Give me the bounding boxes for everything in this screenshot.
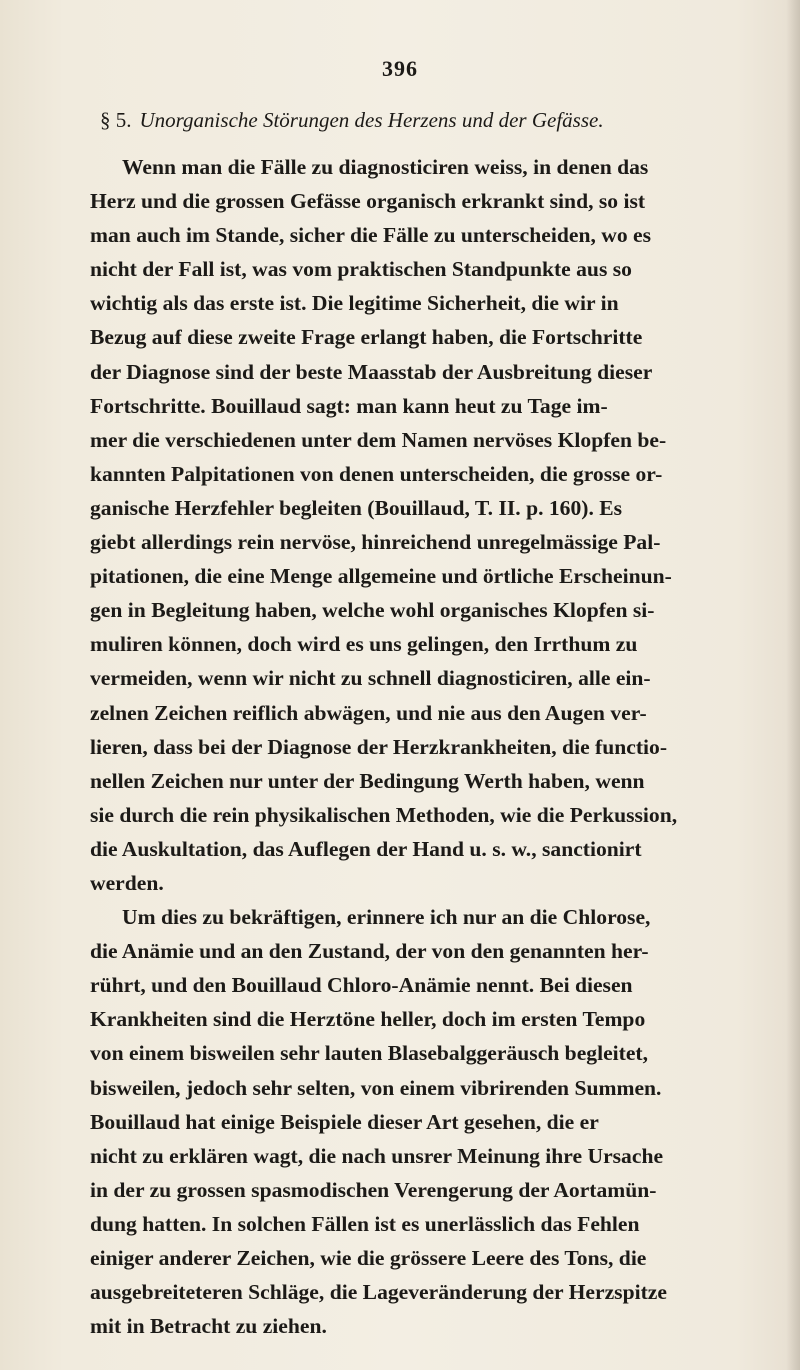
text-line: Herz und die grossen Gefässe organisch erkrankt sind, so ist [90,189,646,214]
text-line: pitationen, die eine Menge allgemeine und örtliche Erscheinun- [90,564,672,589]
text-line: Bezug auf diese zweite Frage erlangt haben, die Fortschritte [90,325,643,350]
text-line: vermeiden, wenn wir nicht zu schnell diagnosticiren, alle ein- [90,666,651,691]
text-line: kannten Palpitationen von denen unterscheiden, die grosse or- [90,461,663,486]
text-line: wichtig als das erste ist. Die legitime Sicherheit, die wir in [90,291,619,316]
text-line: der Diagnose sind der beste Maasstab der Ausbreitung dieser [90,359,653,384]
text-line: die Auskultation, das Auflegen der Hand u. s. w., sanctionirt [90,836,642,861]
text-line: nicht zu erklären wagt, die nach unsrer Meinung ihre Ursache [90,1143,664,1168]
text-line: von einem bisweilen sehr lauten Blasebalggeräusch begleitet, [90,1041,649,1066]
text-line: ganische Herzfehler begleiten (Bouillaud, T. II. p. 160). Es [90,495,623,520]
text-line: sie durch die rein physikalischen Methoden, wie die Perkussion, [90,802,678,827]
text-line: Wenn man die Fälle zu diagnosticiren weiss, in denen das [122,155,649,179]
text-line: ausgebreiteteren Schläge, die Lageveränderung der Herzspitze [90,1280,667,1305]
section-title: Unorganische Störungen des Herzens und der Gefässe. [139,108,604,132]
text-line: Fortschritte. Bouillaud sagt: man kann heut zu Tage im- [90,393,608,418]
section-number: § 5. [100,108,132,132]
text-line: lieren, dass bei der Diagnose der Herzkrankheiten, die functio- [90,734,668,759]
section-heading [100,108,790,133]
text-line: mer die verschiedenen unter dem Namen nervöses Klopfen be- [90,427,667,452]
text-line: Krankheiten sind die Herztöne heller, doch im ersten Tempo [90,1007,646,1032]
text-line: einiger anderer Zeichen, wie die grössere Leere des Tons, die [90,1246,647,1270]
text-line: Um dies zu bekräftigen, erinnere ich nur an die Chlorose, [122,905,651,930]
text-line: Bouillaud hat einige Beispiele dieser Art gesehen, die er [90,1109,599,1134]
text-line: werden. [90,870,164,895]
text-line: bisweilen, jedoch sehr selten, von einem vibrirenden Summen. [90,1075,662,1100]
body-text [90,150,800,1343]
text-line: zelnen Zeichen reiflich abwägen, und nie aus den Augen ver- [90,700,647,725]
text-line: die Anämie und an den Zustand, der von den genannten her- [90,939,649,964]
text-line: in der zu grossen spasmodischen Verengerung der Aortamün- [90,1177,657,1202]
text-line: mit in Betracht zu ziehen. [90,1314,327,1339]
text-line: rührt, und den Bouillaud Chloro-Anämie nennt. Bei diesen [90,973,633,998]
text-line: giebt allerdings rein nervöse, hinreichend unregelmässige Pal- [90,530,661,555]
text-line: man auch im Stande, sicher die Fälle zu unterscheiden, wo es [90,223,652,248]
text-line: muliren können, doch wird es uns gelingen, den Irrthum zu [90,632,638,657]
page-number: 396 [382,56,418,81]
text-line: gen in Begleitung haben, welche wohl organisches Klopfen si- [90,598,655,623]
text-line: nicht der Fall ist, was vom praktischen Standpunkte aus so [90,257,632,282]
text-line: nellen Zeichen nur unter der Bedingung Werth haben, wenn [90,768,645,793]
text-line: dung hatten. In solchen Fällen ist es unerlässlich das Fehlen [90,1211,640,1236]
